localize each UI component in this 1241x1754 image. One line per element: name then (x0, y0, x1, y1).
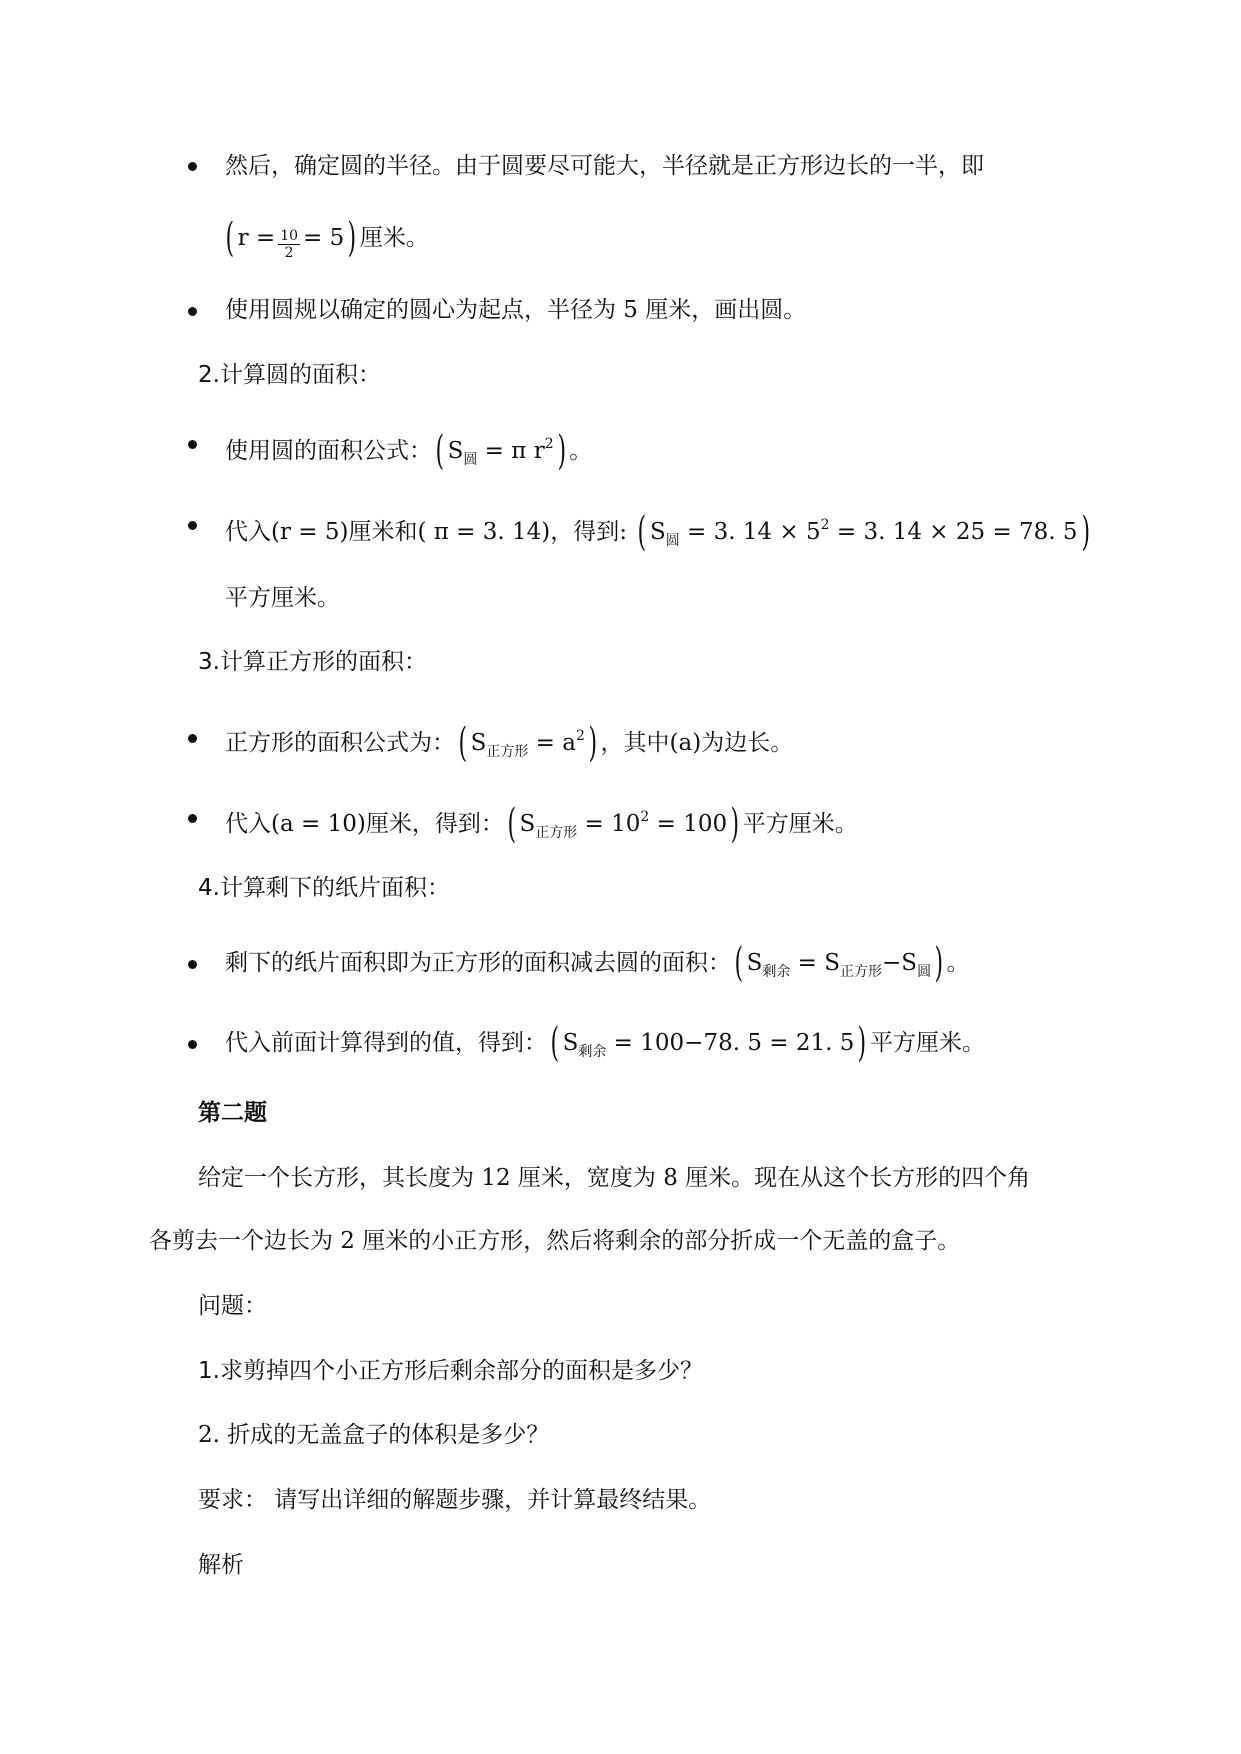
text-substitute: 代入 (225, 519, 271, 545)
fraction (278, 228, 300, 261)
paren-open: ( (637, 509, 647, 555)
text-unit-and: 厘米和 (348, 519, 418, 545)
paren-close: ) (557, 428, 566, 474)
step-number: 4. (198, 875, 220, 901)
formula-subscript: 圆 (463, 452, 478, 468)
bullet-dot (188, 307, 197, 316)
punct: 。 (946, 950, 970, 976)
formula-subscript: 圆 (665, 533, 680, 549)
unit-continuation: 平方厘米。 (225, 585, 340, 611)
paren-close: ) (730, 801, 740, 847)
bullet-square-formula (225, 720, 793, 768)
formula-S: S (649, 519, 666, 545)
bullet-dot (188, 521, 197, 530)
formula-a-value: (a = 10) (271, 811, 366, 837)
formula-subscript: 正方形 (486, 744, 529, 760)
formula-S: S (447, 438, 464, 464)
bullet-dot (188, 162, 197, 171)
text-unit: 平方厘米。 (742, 811, 858, 837)
formula-eq: = a (528, 730, 576, 756)
paren-close: ) (857, 1020, 867, 1066)
formula-subscript: 剩余 (578, 1044, 607, 1060)
formula-superscript: 2 (640, 809, 650, 825)
punct: 。 (569, 438, 593, 464)
bullet-text: 剩下的纸片面积即为正方形的面积减去圆的面积： (225, 950, 731, 976)
paren-close: ) (1081, 509, 1090, 555)
unit-text: 厘米。 (359, 225, 429, 251)
bullet-text: 使用圆的面积公式： (225, 438, 432, 464)
formula-radius (222, 215, 429, 261)
formula-superscript: 2 (820, 517, 830, 533)
step-heading-remaining-area (198, 872, 450, 904)
formula-subscript: 正方形 (840, 964, 883, 980)
formula-result: = 100 (649, 811, 728, 837)
bullet-dot (188, 440, 197, 449)
formula-calc: = 100−78. 5 = 21. 5 (606, 1030, 855, 1056)
problem-paragraph-line2: 各剪去一个边长为 2 厘米的小正方形，然后将剩余的部分折成一个无盖的盒子。 (149, 1228, 961, 1254)
formula-S: S (562, 1030, 579, 1056)
analysis-label: 解析 (198, 1552, 244, 1578)
text-substitute: 代入 (225, 811, 271, 837)
bullet-dot (188, 734, 197, 743)
bullet-dot (188, 960, 197, 969)
section-title: 第二题 (198, 1100, 267, 1126)
step-number: 2. (198, 362, 220, 388)
step-heading-square-area (198, 646, 427, 678)
paren-open: ( (507, 801, 516, 847)
formula-result: = 5 (303, 225, 345, 251)
bullet-text-draw: 使用圆规以确定的圆心为起点，半径为 5 厘米，画出圆。 (225, 297, 807, 323)
requirement-text: 要求： 请写出详细的解题步骤，并计算最终结果。 (198, 1487, 712, 1513)
text-obtain: 厘米，得到： (365, 811, 504, 837)
question-1 (198, 1355, 703, 1387)
text-where: ，其中 (600, 730, 670, 756)
text-unit: 平方厘米。 (870, 1030, 985, 1056)
fraction-numerator: 10 (280, 228, 299, 244)
question-text: 求剪掉四个小正方形后剩余部分的面积是多少？ (219, 1358, 703, 1384)
formula-subscript: 剩余 (762, 964, 791, 980)
formula-calc: = 3. 14 × 5 (679, 519, 821, 545)
question-label: 问题： (198, 1293, 267, 1319)
formula-minus: −S (882, 950, 918, 976)
formula-r-value: (r = 5) (271, 519, 349, 545)
paren-open: ( (225, 215, 235, 261)
question-number: 1. (198, 1358, 220, 1384)
bullet-text: 代入前面计算得到的值，得到： (225, 1030, 547, 1056)
text-obtain: ，得到: (550, 519, 628, 545)
bullet-text: 正方形的面积公式为： (225, 730, 455, 756)
formula-r: r = (237, 225, 276, 251)
paren-close: ) (588, 720, 598, 766)
bullet-remaining-formula (225, 940, 970, 988)
fraction-denominator: 2 (284, 245, 294, 261)
formula-subscript: 圆 (917, 964, 932, 980)
paren-open: ( (435, 428, 445, 474)
formula-superscript: 2 (575, 728, 585, 744)
formula-result: = 3. 14 × 25 = 78. 5 (829, 519, 1078, 545)
formula-a: (a) (669, 730, 702, 756)
formula-superscript: 2 (544, 436, 554, 452)
formula-calc: = 10 (577, 811, 641, 837)
problem-paragraph-line1: 给定一个长方形，其长度为 12 厘米，宽度为 8 厘米。现在从这个长方形的四个角 (198, 1165, 1031, 1191)
bullet-circle-substitute (225, 509, 1093, 557)
bullet-dot (188, 814, 197, 823)
bullet-remaining-substitute (225, 1020, 985, 1068)
formula-pi-value: ( π = 3. 14) (417, 519, 551, 545)
paren-close: ) (347, 215, 357, 261)
formula-S: S (746, 950, 763, 976)
step-title: 计算圆的面积： (219, 362, 381, 388)
formula-S: S (519, 811, 536, 837)
step-number: 3. (198, 649, 220, 675)
bullet-square-substitute (225, 801, 858, 849)
bullet-dot (188, 1040, 197, 1049)
formula-eq: = S (790, 950, 841, 976)
step-heading-circle-area (198, 359, 381, 391)
formula-subscript: 正方形 (535, 825, 578, 841)
bullet-text-radius: 然后，确定圆的半径。由于圆要尽可能大，半径就是正方形边长的一半，即 (225, 153, 984, 179)
text-side-length: 为边长。 (701, 730, 794, 756)
paren-open: ( (458, 720, 468, 766)
paren-close: ) (934, 940, 944, 986)
formula-eq: = π r (477, 438, 545, 464)
step-title: 计算正方形的面积： (219, 649, 427, 675)
step-title: 计算剩下的纸片面积： (219, 875, 450, 901)
paren-open: ( (550, 1020, 560, 1066)
paren-open: ( (734, 940, 744, 986)
question-2: 2. 折成的无盖盒子的体积是多少？ (198, 1422, 550, 1448)
bullet-circle-formula (225, 428, 592, 476)
formula-S: S (470, 730, 487, 756)
